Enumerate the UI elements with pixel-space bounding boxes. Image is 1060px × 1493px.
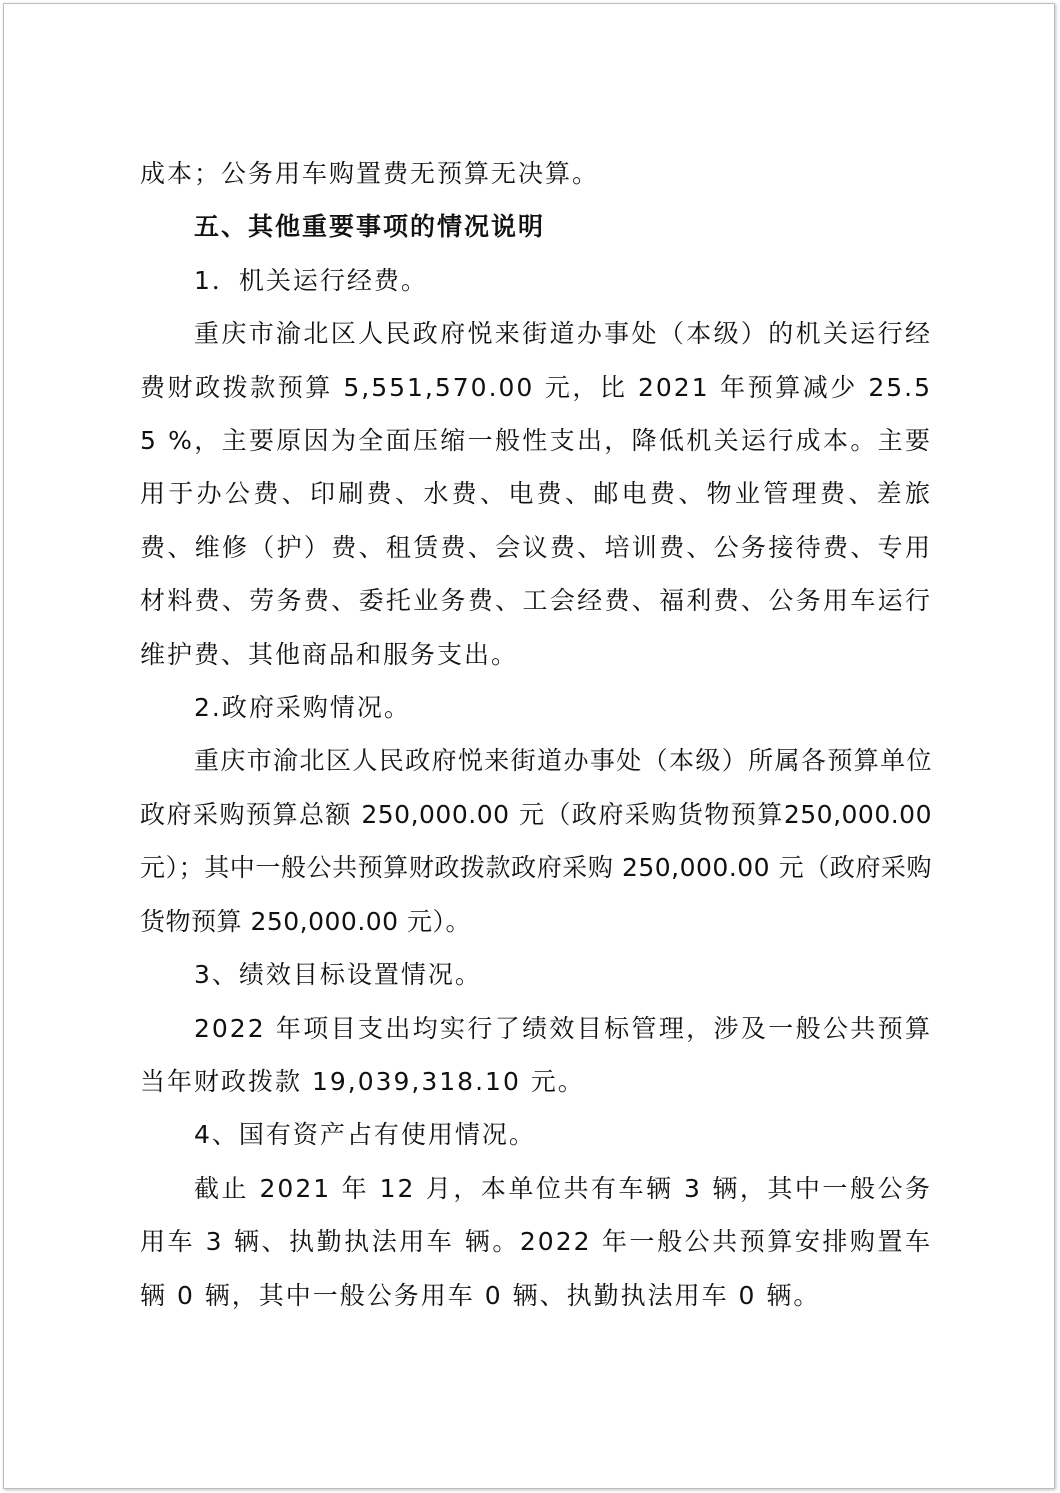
subheading-government-procurement: 2.政府采购情况。 xyxy=(194,693,411,723)
paragraph-government-procurement: 重庆市渝北区人民政府悦来街道办事处（本级）所属各预算单位政府采购预算总额 250,000.00 元（政府采购货物预算250,000.00 元）；其中一般公共预算财政拨款政府采购 250,000.00 元（政府采购货物预算 250,000.00 元）。 xyxy=(140,746,932,936)
document-page xyxy=(3,3,1055,1489)
paragraph-performance-targets: 2022 年项目支出均实行了绩效目标管理，涉及一般公共预算当年财政拨款 19,039,318.10 元。 xyxy=(140,1013,932,1096)
subheading-operating-expenses: 1．机关运行经费。 xyxy=(194,265,428,295)
paragraph-operating-expenses: 重庆市渝北区人民政府悦来街道办事处（本级）的机关运行经费财政拨款预算 5,551,570.00 元，比 2021 年预算减少 25.55 %，主要原因为全面压缩一般性支出，降低机关运行成本。主要用于办公费、印刷费、水费、电费、邮电费、物业管理费、差旅费、维修（护）费、租赁费、会议费、培训费、公务接待费、专用材料费、劳务费、委托业务费、工会经费、福利费、公务用车运行维护费、其他商品和服务支出。 xyxy=(140,319,932,669)
section-heading-other-matters: 五、其他重要事项的情况说明 xyxy=(194,212,546,242)
paragraph-continuation: 成本；公务用车购置费无预算无决算。 xyxy=(140,159,600,188)
paragraph-state-assets: 截止 2021 年 12 月，本单位共有车辆 3 辆，其中一般公务用车 3 辆、执勤执法用车 辆。2022 年一般公共预算安排购置车辆 0 辆，其中一般公务用车 0 辆、执勤执法用车 0 辆。 xyxy=(140,1173,932,1310)
subheading-state-assets: 4、国有资产占有使用情况。 xyxy=(194,1120,536,1150)
document-body xyxy=(140,147,932,1322)
subheading-performance-targets: 3、绩效目标设置情况。 xyxy=(194,960,482,990)
